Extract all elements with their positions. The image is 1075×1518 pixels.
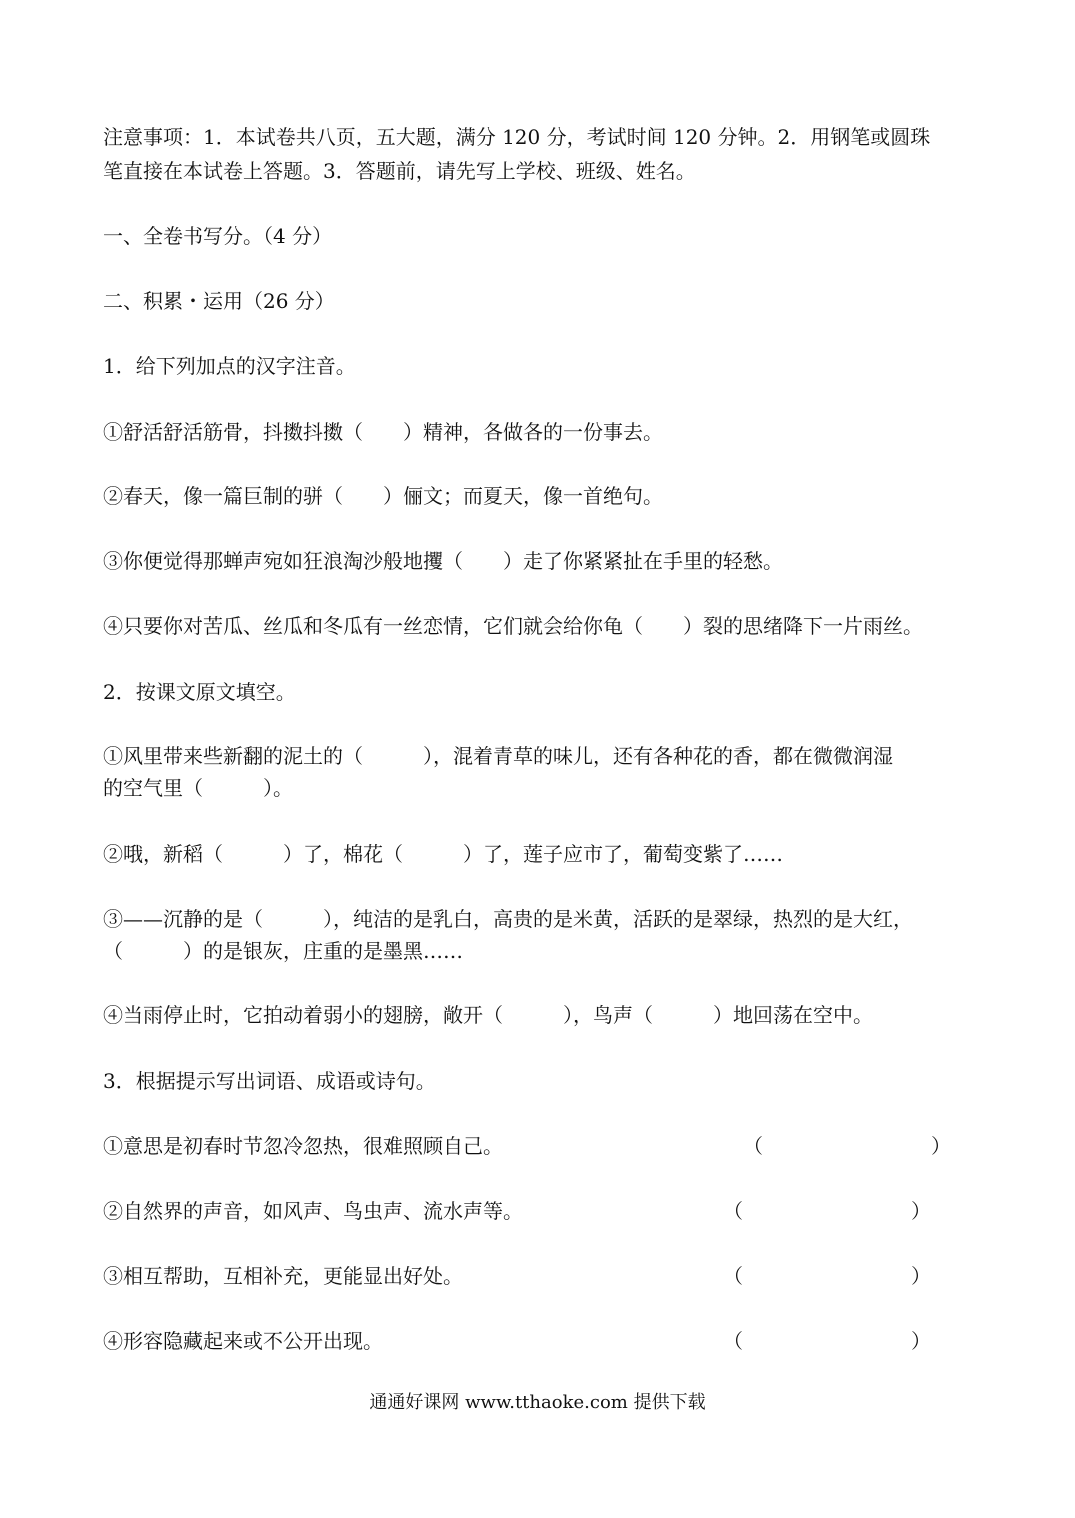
question-2-item-3-line-1: ③——沉静的是（ ），纯洁的是乳白，高贵的是米黄，活跃的是翠绿，热烈的是大红， [103,907,913,931]
question-1-item-1: ①舒活舒活筋骨，抖擞抖擞（ ）精神，各做各的一份事去。 [103,420,663,444]
answer-open-paren: （ [723,1199,743,1223]
hint-text: ③相互帮助，互相补充，更能显出好处。 [103,1264,463,1288]
question-2-item-1-line-1: ①风里带来些新翻的泥土的（ ），混着青草的味儿，还有各种花的香，都在微微润湿 [103,744,893,768]
notice-line-1: 注意事项：1．本试卷共八页，五大题，满分 120 分，考试时间 120 分钟。2．用钢笔或圆珠 [103,125,931,149]
hint-text: ④形容隐藏起来或不公开出现。 [103,1329,383,1353]
question-2-item-2: ②哦，新稻（ ）了，棉花（ ）了，莲子应市了，葡萄变紫了…… [103,842,783,866]
section-1-title: 一、全卷书写分。（4 分） [103,224,333,248]
question-1-item-4: ④只要你对苦瓜、丝瓜和冬瓜有一丝恋情，它们就会给你龟（ ）裂的思绪降下一片雨丝。 [103,614,923,638]
question-1-item-3: ③你便觉得那蝉声宛如狂浪淘沙般地攫（ ）走了你紧紧扯在手里的轻愁。 [103,549,783,573]
hint-text: ①意思是初春时节忽冷忽热，很难照顾自己。 [103,1134,503,1158]
page-footer: 通通好课网 www.tthaoke.com 提供下载 [369,1392,706,1413]
question-2-title: 2．按课文原文填空。 [103,680,296,704]
section-2-title: 二、积累・运用（26 分） [103,289,335,313]
question-2-item-4: ④当雨停止时，它拍动着弱小的翅膀，敞开（ ），鸟声（ ）地回荡在空中。 [103,1003,873,1027]
question-2-item-1-line-2: 的空气里（ ）。 [103,776,293,800]
answer-open-paren: （ [723,1329,743,1353]
answer-open-paren: （ [743,1134,763,1158]
answer-close-paren: ） [931,1134,951,1158]
notice-line-2: 笔直接在本试卷上答题。3．答题前，请先写上学校、班级、姓名。 [103,159,696,183]
answer-close-paren: ） [911,1199,931,1223]
answer-close-paren: ） [911,1329,931,1353]
question-2-item-3-line-2: （ ）的是银灰，庄重的是墨黑…… [103,939,463,963]
question-3-title: 3．根据提示写出词语、成语或诗句。 [103,1069,436,1093]
question-1-item-2: ②春天，像一篇巨制的骈（ ）俪文；而夏天，像一首绝句。 [103,484,663,508]
hint-text: ②自然界的声音，如风声、鸟虫声、流水声等。 [103,1199,523,1223]
answer-close-paren: ） [911,1264,931,1288]
question-1-title: 1．给下列加点的汉字注音。 [103,354,356,378]
answer-open-paren: （ [723,1264,743,1288]
